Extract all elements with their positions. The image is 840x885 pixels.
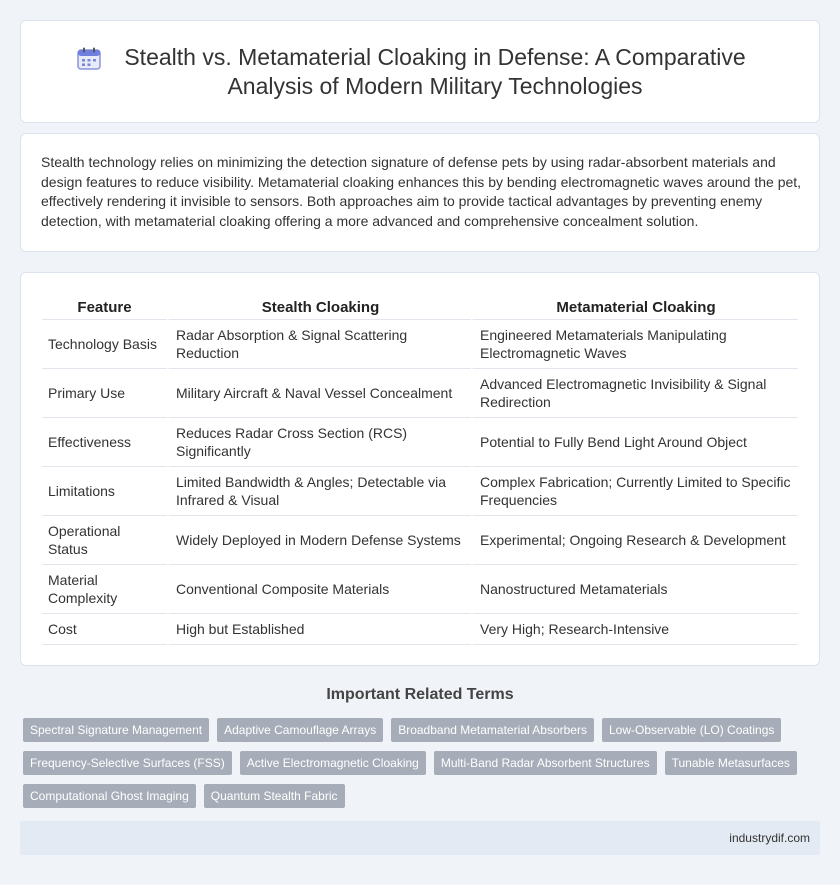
summary-text: Stealth technology relies on minimizing the detection signature of defense pets by using radar-absorbent materials and design features to reduce visibility. Metamaterial cloaking enhances this by bending electromagnetic waves around the pet, effectively rendering it invisible to sensors. Both approaches aim to provide tactical advantages by preventing enemy detection, with metamaterial cloaking offering a more advanced and comprehensive concealment solution. <box>41 154 802 229</box>
footer <box>20 821 820 855</box>
header-feature: Feature <box>42 296 167 320</box>
metamaterial-cell: Nanostructured Metamaterials <box>471 565 798 614</box>
stealth-cell: Military Aircraft & Naval Vessel Concealment <box>167 369 471 418</box>
page-title: Stealth vs. Metamaterial Cloaking in Defense: A Comparative Analysis of Modern Military Technologies <box>124 44 746 99</box>
header-card <box>20 20 820 123</box>
related-term-tag[interactable]: Broadband Metamaterial Absorbers <box>391 718 594 742</box>
related-term-tag[interactable]: Low-Observable (LO) Coatings <box>602 718 781 742</box>
table-row <box>42 565 798 614</box>
table-row <box>42 467 798 516</box>
metamaterial-cell: Advanced Electromagnetic Invisibility & Signal Redirection <box>471 369 798 418</box>
feature-cell: Cost <box>42 614 167 645</box>
feature-cell: Primary Use <box>42 369 167 418</box>
related-term-tag[interactable]: Computational Ghost Imaging <box>23 784 196 808</box>
stealth-cell: High but Established <box>167 614 471 645</box>
related-term-tag[interactable]: Active Electromagnetic Cloaking <box>240 751 426 775</box>
footer-site-link[interactable]: industrydif.com <box>729 831 810 845</box>
stealth-cell: Limited Bandwidth & Angles; Detectable via Infrared & Visual <box>167 467 471 516</box>
header-stealth: Stealth Cloaking <box>167 296 471 320</box>
related-term-tag[interactable]: Adaptive Camouflage Arrays <box>217 718 383 742</box>
table-row <box>42 516 798 565</box>
table-row <box>42 320 798 369</box>
related-term-tag[interactable]: Spectral Signature Management <box>23 718 209 742</box>
stealth-cell: Reduces Radar Cross Section (RCS) Significantly <box>167 418 471 467</box>
summary-card <box>20 133 820 252</box>
table-row <box>42 418 798 467</box>
stealth-cell: Radar Absorption & Signal Scattering Reduction <box>167 320 471 369</box>
feature-cell: Material Complexity <box>42 565 167 614</box>
table-row <box>42 614 798 645</box>
table-header-row <box>42 296 798 320</box>
feature-cell: Limitations <box>42 467 167 516</box>
metamaterial-cell: Very High; Research-Intensive <box>471 614 798 645</box>
stealth-cell: Conventional Composite Materials <box>167 565 471 614</box>
header-metamaterial: Metamaterial Cloaking <box>471 296 798 320</box>
related-term-tag[interactable]: Frequency-Selective Surfaces (FSS) <box>23 751 232 775</box>
feature-cell: Technology Basis <box>42 320 167 369</box>
related-term-tag[interactable]: Multi-Band Radar Absorbent Structures <box>434 751 657 775</box>
metamaterial-cell: Experimental; Ongoing Research & Development <box>471 516 798 565</box>
metamaterial-cell: Complex Fabrication; Currently Limited to Specific Frequencies <box>471 467 798 516</box>
related-terms-list <box>23 718 803 808</box>
related-term-tag[interactable]: Tunable Metasurfaces <box>665 751 797 775</box>
metamaterial-cell: Engineered Metamaterials Manipulating Electromagnetic Waves <box>471 320 798 369</box>
related-term-tag[interactable]: Quantum Stealth Fabric <box>204 784 345 808</box>
table-row <box>42 369 798 418</box>
related-terms-heading: Important Related Terms <box>326 686 514 703</box>
comparison-table-card <box>20 272 820 666</box>
feature-cell: Effectiveness <box>42 418 167 467</box>
comparison-table <box>42 296 798 645</box>
metamaterial-cell: Potential to Fully Bend Light Around Object <box>471 418 798 467</box>
feature-cell: Operational Status <box>42 516 167 565</box>
stealth-cell: Widely Deployed in Modern Defense Systems <box>167 516 471 565</box>
